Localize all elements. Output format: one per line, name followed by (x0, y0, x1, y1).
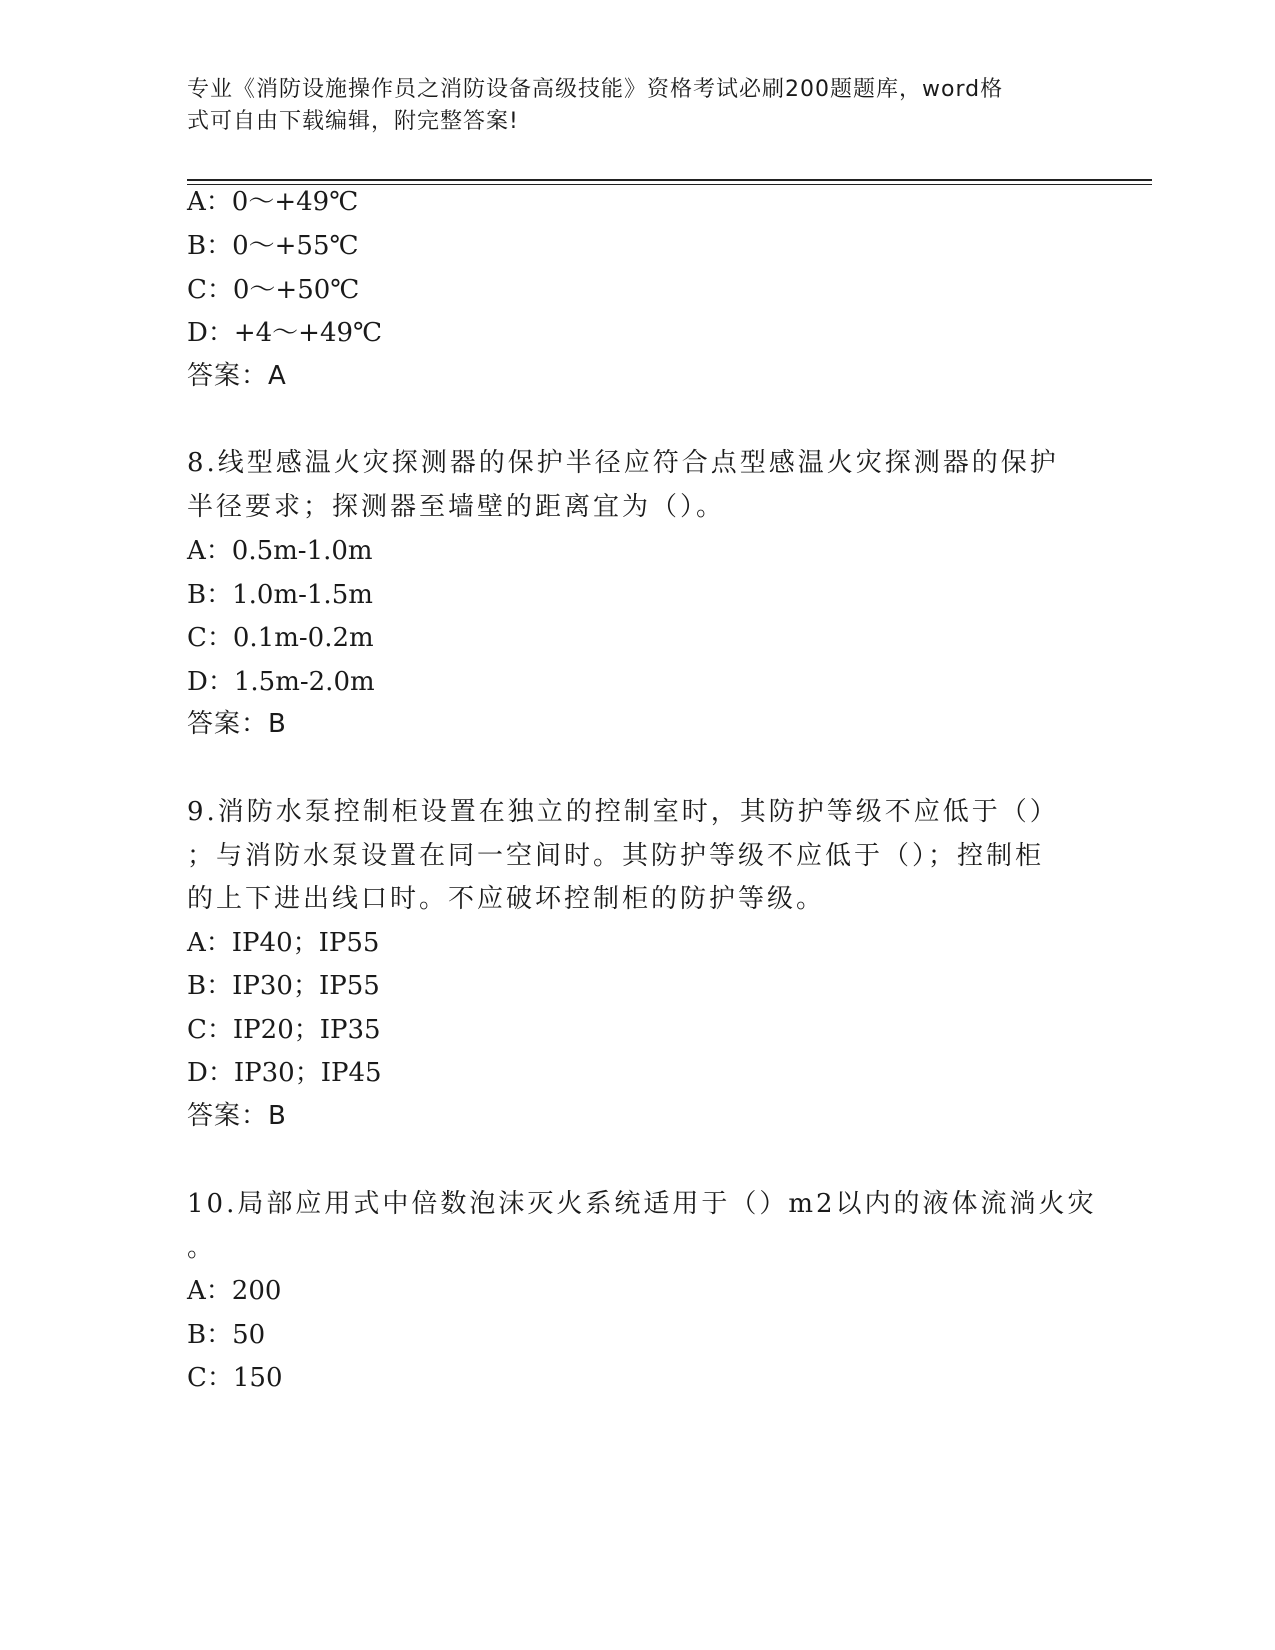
q8-option-b: B：1.0m-1.5m (187, 580, 373, 610)
q9-stem-line-1: 9.消防水泵控制柜设置在独立的控制室时，其防护等级不应低于（） (187, 797, 1059, 827)
q8-option-d: D：1.5m-2.0m (187, 667, 375, 697)
q7-option-c: C：0～+50℃ (187, 275, 360, 305)
q9-option-d: D：IP30；IP45 (187, 1058, 382, 1088)
header-line-1: 专业《消防设施操作员之消防设备高级技能》资格考试必刷200题题库，word格 (187, 77, 1004, 102)
q10-option-b: B：50 (187, 1320, 266, 1350)
q10-option-a: A：200 (187, 1276, 282, 1306)
q8-stem-line-1: 8.线型感温火灾探测器的保护半径应符合点型感温火灾探测器的保护 (187, 448, 1059, 478)
header-divider (187, 179, 1152, 181)
q9-answer: 答案：B (187, 1101, 287, 1131)
header-divider-thin (187, 184, 1152, 185)
q9-option-c: C：IP20；IP35 (187, 1015, 381, 1045)
q7-option-d: D：+4～+49℃ (187, 318, 383, 348)
q7-option-a: A：0～+49℃ (187, 187, 359, 217)
q8-option-c: C：0.1m-0.2m (187, 623, 374, 653)
q8-option-a: A：0.5m-1.0m (187, 536, 373, 566)
header-line-2: 式可自由下载编辑，附完整答案! (187, 109, 519, 134)
q10-stem-line-2: 。 (187, 1233, 217, 1263)
q9-stem-line-2: ；与消防水泵设置在同一空间时。其防护等级不应低于（）；控制柜 (187, 841, 1045, 871)
q9-option-a: A：IP40；IP55 (187, 928, 380, 958)
q10-stem-line-1: 10.局部应用式中倍数泡沫灭火系统适用于（）m2以内的液体流淌火灾 (187, 1189, 1097, 1219)
q7-answer: 答案：A (187, 361, 287, 391)
document-header (187, 74, 1067, 138)
q10-option-c: C：150 (187, 1363, 283, 1393)
q8-stem-line-2: 半径要求；探测器至墙壁的距离宜为（）。 (187, 492, 726, 522)
q8-answer: 答案：B (187, 709, 287, 739)
q9-option-b: B：IP30；IP55 (187, 971, 380, 1001)
q7-option-b: B：0～+55℃ (187, 231, 359, 261)
q9-stem-line-3: 的上下进出线口时。不应破坏控制柜的防护等级。 (187, 884, 826, 914)
